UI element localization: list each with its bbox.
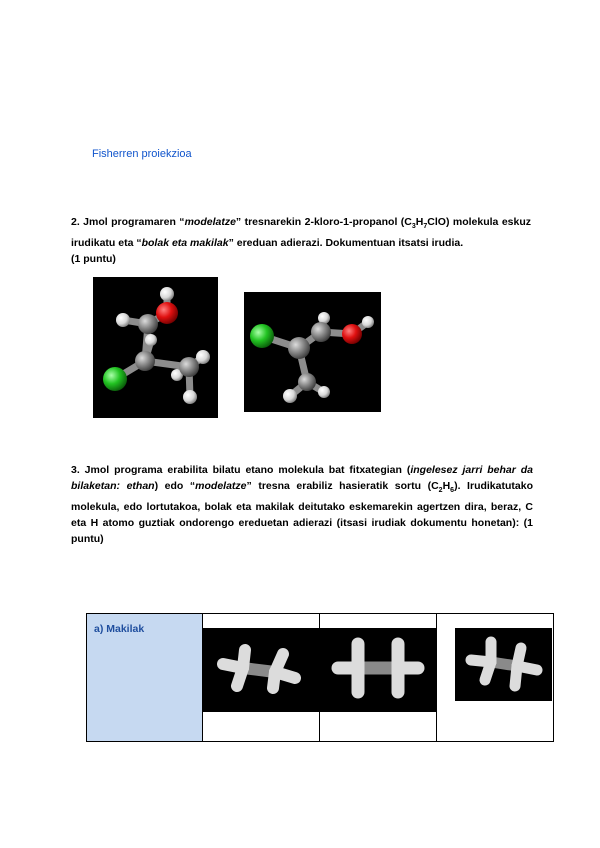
carbon-atom <box>135 351 155 371</box>
ball-and-stick-model <box>244 292 381 412</box>
hydrogen-atom <box>196 350 210 364</box>
ball-and-stick-model <box>93 277 218 418</box>
q2-text: ” ereduan adierazi. Dokumentuan itsatsi irudia. <box>228 237 464 250</box>
molecule-image-1 <box>93 277 218 418</box>
q2-emphasis: bolak eta makilak <box>141 237 229 250</box>
stick-model <box>203 628 319 712</box>
q2-text: ClO) molekula eskuz irudikatu eta “ <box>71 216 532 250</box>
hydrogen-atom <box>145 334 157 346</box>
oxygen-atom <box>156 302 178 324</box>
stick-model <box>455 628 552 701</box>
hydrogen-atom <box>283 389 297 403</box>
carbon-atom <box>138 314 158 334</box>
q2-text: H <box>415 216 424 228</box>
q2-text: ” tresnarekin 2-kloro-1-propanol (C <box>235 216 412 228</box>
ethane-stick-image-2 <box>320 628 436 712</box>
hydrogen-atom <box>160 287 174 301</box>
carbon-atom <box>311 322 331 342</box>
hydrogen-atom <box>116 313 130 327</box>
q3-text: ” tresna erabiliz hasieratik sortu (C <box>246 480 439 492</box>
question-3 <box>71 462 533 547</box>
q3-subscript: 2 <box>438 487 443 495</box>
hydrogen-atom <box>318 386 330 398</box>
row-label-cell <box>87 614 203 742</box>
q3-emphasis: modelatze <box>195 480 247 492</box>
q2-text: Jmol programaren “ <box>79 216 185 228</box>
carbon-atom <box>179 357 199 377</box>
question-2 <box>71 214 531 267</box>
q2-number: 2. <box>71 216 80 228</box>
model-cell-3 <box>437 614 554 742</box>
hydrogen-atom <box>183 390 197 404</box>
hydrogen-atom <box>362 316 374 328</box>
q2-points: (1 puntu) <box>71 253 116 266</box>
q3-text: ) edo “ <box>154 480 196 492</box>
q3-text: H <box>442 480 451 492</box>
q3-text: Jmol programa erabilita bilatu etano molekula bat fitxategian ( <box>79 464 411 476</box>
q2-subscript: 3 <box>411 223 416 231</box>
stick-model <box>320 628 436 712</box>
carbon-atom <box>298 373 316 391</box>
q3-text: ). Irudikatutako molekula, edo lortutakoa, bolak eta makilak deitutako eskemarekin agertzen dira, beraz, C eta H atomo guztiak ondorengo ereduetan adierazi (itsasi irudiak dokumentu honetan): (1 puntu) <box>71 480 533 546</box>
oxygen-atom <box>342 324 362 344</box>
model-cell-2 <box>320 614 437 742</box>
models-table <box>86 613 554 742</box>
ethane-stick-image-1 <box>203 628 319 712</box>
q3-subscript: 6 <box>450 487 455 495</box>
q2-emphasis: modelatze <box>184 216 236 228</box>
model-cell-1 <box>203 614 320 742</box>
q3-emphasis: ingelesez jarri behar da bilaketan: ethan <box>71 464 534 492</box>
chlorine-atom <box>103 367 127 391</box>
q2-subscript: 7 <box>423 223 428 231</box>
ethane-stick-image-3 <box>455 628 552 701</box>
carbon-atom <box>288 337 310 359</box>
chlorine-atom <box>250 324 274 348</box>
fisher-projection-link[interactable]: Fisherren proiekzioa <box>92 148 192 160</box>
molecule-image-2 <box>244 292 381 412</box>
row-label: a) Makilak <box>94 623 145 635</box>
q3-number: 3. <box>71 464 80 476</box>
